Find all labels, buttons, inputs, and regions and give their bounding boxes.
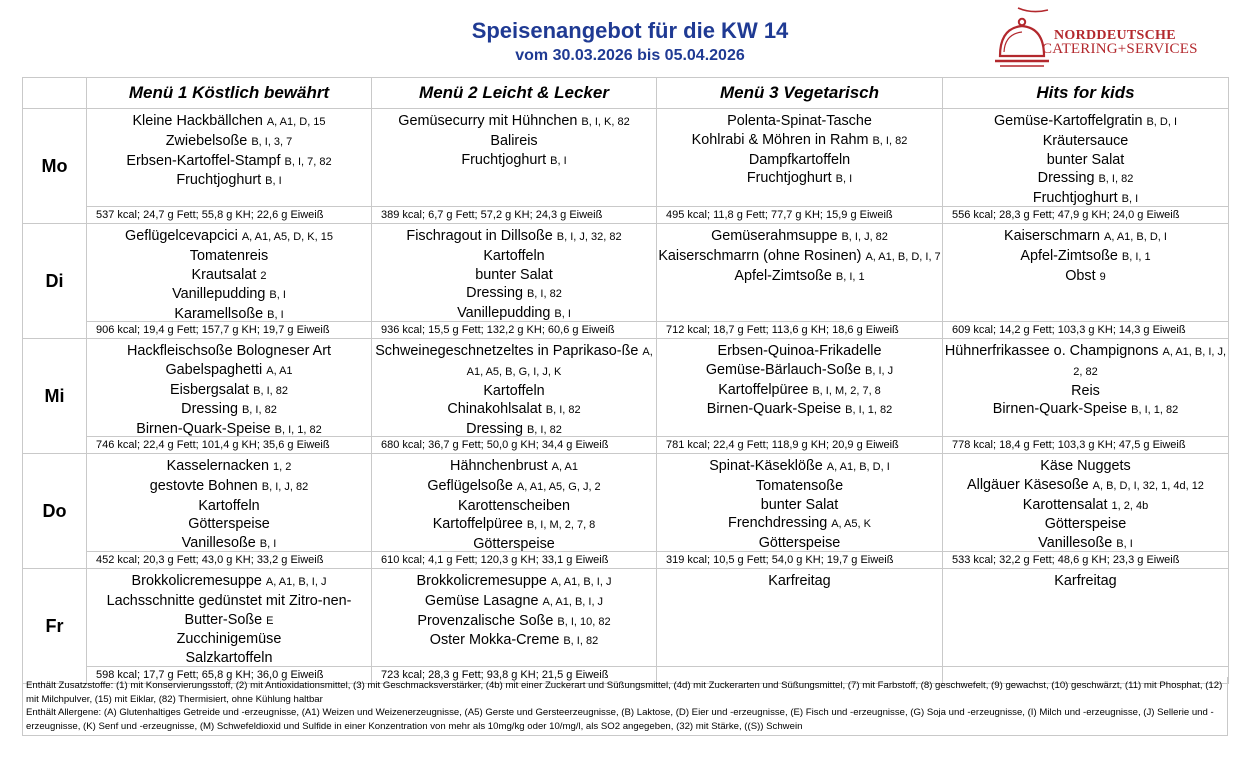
dish-item	[943, 476, 1228, 496]
menu-cell	[87, 339, 372, 454]
dish-item	[657, 247, 942, 267]
dish-item	[87, 285, 371, 305]
day-label: Di	[23, 224, 87, 339]
dish-list	[372, 454, 656, 554]
dish-name: bunter Salat	[475, 266, 553, 283]
nutrition-info: 495 kcal; 11,8 g Fett; 77,7 g KH; 15,9 g Eiweiß	[657, 206, 942, 223]
dish-name: Kartoffelpüree	[718, 381, 809, 398]
allergen-codes: B, I, 82	[526, 288, 562, 301]
allergen-codes: B, I, 82	[545, 404, 581, 417]
menu-cell	[372, 109, 657, 224]
dish-item	[87, 132, 371, 152]
nutrition-info: 723 kcal; 28,3 g Fett; 93,8 g KH; 21,5 g Eiweiß	[372, 666, 656, 683]
allergen-codes: 2	[260, 269, 267, 282]
dish-name: Fruchtjoghurt	[1032, 190, 1118, 207]
dish-item	[372, 572, 656, 592]
dish-item	[943, 342, 1228, 382]
additives-note: Enthält Zusatzstoffe: (1) mit Konservierungsstoff, (2) mit Antioxidationsmittel, (3) mit Geschmacksverstärker, (4b) mit einer Zuckerart und Süßungsmittel, (4d) mit Zuckerarten und Süßungsmittel, (7) mit Farbstoff, (8) geschwefelt, (9) gewachst, (10) geschwärzt, (11) mit Phosphat, (12) mit Milchpulver, (15) mit Eiklar, (82) Thermisiert, ohne Kühlung haltbar	[26, 680, 1223, 705]
allergen-codes: B, I, 82	[1098, 173, 1134, 186]
menu-cell	[372, 454, 657, 569]
dish-item	[372, 342, 656, 382]
dish-item	[87, 171, 371, 191]
nutrition-info: 781 kcal; 22,4 g Fett; 118,9 g KH; 20,9 g Eiweiß	[657, 436, 942, 453]
allergen-codes: B, I, 82	[526, 424, 562, 437]
nutrition-info: 452 kcal; 20,3 g Fett; 43,0 g KH; 33,2 g Eiweiß	[87, 551, 371, 568]
allergen-codes: B, I, J, 32, 82	[556, 231, 622, 243]
menu-cell	[87, 569, 372, 684]
allergen-codes: A, A1, A5, B, G, I, J, K	[466, 346, 653, 378]
dish-item	[657, 267, 942, 287]
dish-item	[657, 342, 942, 361]
dish-name: Kartoffeln	[483, 382, 545, 399]
dish-item	[372, 515, 656, 535]
dish-name: Tomatenreis	[189, 247, 269, 264]
dish-name: Gemüse-Bärlauch-Soße	[705, 361, 862, 378]
dish-item	[87, 515, 371, 534]
allergen-codes: B, I, 82	[872, 134, 908, 147]
allergen-codes: B, I	[267, 309, 284, 322]
dish-name: Zucchinigemüse	[176, 631, 282, 648]
allergen-codes: B, I, 10, 82	[557, 615, 611, 628]
dish-name: Erbsen-Kartoffel-Stampf	[126, 152, 281, 169]
dish-name: Dressing	[1037, 170, 1095, 187]
dish-item	[657, 112, 942, 131]
dish-item	[87, 381, 371, 401]
dish-name: Kräutersauce	[1042, 132, 1129, 149]
dish-name: Reis	[1071, 382, 1100, 399]
dish-name: bunter Salat	[760, 496, 839, 513]
dish-name: Polenta-Spinat-Tasche	[727, 113, 872, 129]
dish-list	[372, 339, 656, 440]
dish-item	[87, 572, 371, 592]
day-row	[23, 454, 1229, 569]
allergen-codes: A, A1, B, D, I	[1104, 231, 1167, 243]
dish-list	[372, 224, 656, 324]
day-row	[23, 224, 1229, 339]
allergen-codes: E	[266, 614, 274, 627]
allergen-codes: A, A1, D, 15	[266, 116, 326, 128]
dish-item	[943, 457, 1228, 476]
nutrition-info: 598 kcal; 17,7 g Fett; 65,8 g KH; 36,0 g Eiweiß	[87, 666, 371, 683]
dish-name: Kleine Hackbällchen	[132, 113, 263, 129]
dish-list	[943, 224, 1228, 286]
dish-list	[372, 109, 656, 170]
dish-list	[657, 339, 942, 420]
nutrition-info: 537 kcal; 24,7 g Fett; 55,8 g KH; 22,6 g Eiweiß	[87, 206, 371, 223]
dish-name: Dressing	[466, 285, 523, 302]
nutrition-info: 906 kcal; 19,4 g Fett; 157,7 g KH; 19,7 g Eiweiß	[87, 321, 371, 338]
nutrition-info: 680 kcal; 36,7 g Fett; 50,0 g KH; 34,4 g Eiweiß	[372, 436, 656, 453]
dish-name: Obst	[1065, 267, 1096, 284]
dish-item	[943, 112, 1228, 132]
nutrition-info: 389 kcal; 6,7 g Fett; 57,2 g KH; 24,3 g Eiweiß	[372, 206, 656, 223]
dish-name: Gabelspaghetti	[165, 361, 263, 378]
allergen-codes: B, I, 1	[835, 270, 865, 283]
menu-cell	[943, 109, 1229, 224]
dish-item	[372, 612, 656, 632]
day-row	[23, 109, 1229, 224]
column-header: Menü 1 Köstlich bewährt	[87, 78, 372, 109]
dish-name: Balireis	[490, 132, 538, 149]
allergen-codes: B, I, 1, 82	[274, 424, 322, 437]
dish-name: Dampfkartoffeln	[748, 151, 851, 168]
menu-cell	[87, 454, 372, 569]
dish-item	[87, 592, 371, 631]
allergen-codes: A, A1, B, D, I	[826, 461, 890, 473]
dish-name: Gemüse-Kartoffelgratin	[993, 113, 1143, 129]
allergen-codes: A, A1, B, D, I, 7	[865, 250, 941, 263]
dish-item	[372, 132, 656, 151]
dish-name: Götterspeise	[758, 535, 841, 552]
day-label: Do	[23, 454, 87, 569]
dish-list	[943, 339, 1228, 420]
allergen-codes: B, I, 82	[241, 404, 277, 417]
dish-name: Karamellsoße	[174, 306, 264, 323]
menu-cell	[372, 339, 657, 454]
dish-name: Kaiserschmarrn (ohne Rosinen)	[658, 247, 862, 264]
menu-cell	[943, 454, 1229, 569]
menu-cell	[657, 569, 943, 684]
dish-item	[372, 477, 656, 497]
dish-name: Vanillesoße	[1038, 535, 1113, 552]
dish-list	[87, 339, 371, 440]
dish-item	[657, 381, 942, 401]
allergen-codes: B, I	[554, 308, 571, 321]
dish-list	[943, 454, 1228, 554]
dish-item	[87, 477, 371, 497]
dish-item	[657, 361, 942, 381]
allergen-codes: 9	[1099, 270, 1106, 283]
dish-name: Brokkolicremesuppe	[416, 573, 547, 589]
day-label: Mi	[23, 339, 87, 454]
dish-list	[943, 569, 1228, 591]
dish-item	[657, 400, 942, 420]
dish-name: Salzkartoffeln	[185, 650, 273, 667]
allergen-codes: B, I	[550, 154, 567, 167]
dish-name: Schweinegeschnetzeltes in Paprikaso-ße	[375, 343, 639, 359]
allergen-codes: B, I	[1116, 538, 1133, 551]
nutrition-info: 533 kcal; 32,2 g Fett; 48,6 g KH; 23,3 g Eiweiß	[943, 551, 1228, 568]
dish-name: Gemüserahmsuppe	[711, 228, 838, 244]
dish-name: Lachsschnitte gedünstet mit Zitro-nen-Butter-Soße	[106, 592, 352, 628]
allergen-codes: A, A1	[266, 364, 293, 377]
allergen-codes: A, A5, K	[831, 518, 871, 531]
dish-list	[657, 224, 942, 286]
dish-name: Oster Mokka-Creme	[429, 632, 560, 649]
dish-name: Kartoffeln	[483, 247, 545, 264]
page-subtitle: vom 30.03.2026 bis 05.04.2026	[515, 47, 745, 64]
day-row	[23, 569, 1229, 684]
dish-item	[657, 496, 942, 515]
dish-name: Kasselernacken	[166, 458, 270, 474]
dish-name: Chinakohlsalat	[447, 401, 542, 418]
allergen-codes: B, I, M, 2, 7, 8	[526, 519, 596, 532]
dish-item	[372, 266, 656, 285]
allergen-codes: A, A1, B, I, J	[542, 595, 604, 608]
dish-item	[372, 400, 656, 420]
dish-item	[87, 152, 371, 172]
allergen-codes: B, I, J, 82	[261, 480, 309, 493]
allergen-codes: A, A1, B, I, J	[265, 576, 327, 588]
allergen-codes: B, I, 7, 82	[284, 155, 332, 168]
dish-name: Hähnchenbrust	[450, 458, 548, 474]
dish-name: Provenzalische Soße	[417, 612, 554, 629]
column-header: Menü 3 Vegetarisch	[657, 78, 943, 109]
dish-list	[372, 569, 656, 651]
dish-item	[943, 227, 1228, 247]
dish-item	[372, 497, 656, 516]
dish-item	[372, 382, 656, 401]
dish-name: Allgäuer Käsesoße	[967, 476, 1089, 493]
dish-item	[943, 132, 1228, 151]
allergen-codes: B, I	[835, 173, 853, 186]
dish-item	[657, 572, 942, 591]
dish-item	[372, 112, 656, 132]
allergen-codes: B, I, J	[865, 364, 894, 377]
dish-name: Birnen-Quark-Speise	[136, 421, 271, 438]
menu-cell	[943, 224, 1229, 339]
allergen-codes: B, I	[269, 289, 286, 302]
allergen-codes: B, I, 1, 82	[845, 404, 893, 417]
dish-name: Hühnerfrikassee o. Champignons	[944, 343, 1159, 359]
menu-cell	[372, 224, 657, 339]
dish-name: Kohlrabi & Möhren in Rahm	[691, 131, 869, 148]
menu-cell	[657, 454, 943, 569]
dish-list	[87, 454, 371, 554]
allergens-note: Enthält Allergene: (A) Glutenhaltiges Getreide und -erzeugnisse, (A1) Weizen und Weizenerzeugnisse, (A5) Gerste und Gersteerzeugnisse, (B) Laktose, (D) Eier und -erzeugnisse, (E) Fisch und -erzeugnisse, (G) Soja und -erzeugnisse, (I) Milch und -erzeugnisse, (J) Sellerie und -erzeugnisse, (K) Senf und -erzeugnisse, (M) Schwefeldioxid und Sulfide in einer Konzentration von mehr als 10mg/kg oder 10/mg/l, als SO2 angegeben, (32) mit Stärke, ((S)) Schwein	[26, 707, 1214, 732]
dish-list	[657, 569, 942, 591]
nutrition-info: 609 kcal; 14,2 g Fett; 103,3 g KH; 14,3 g Eiweiß	[943, 321, 1228, 338]
dish-list	[87, 109, 371, 191]
page-title: Speisenangebot für die KW 14	[471, 18, 789, 43]
day-label: Fr	[23, 569, 87, 684]
dish-name: Brokkolicremesuppe	[131, 573, 262, 589]
dish-item	[943, 169, 1228, 189]
dish-item	[372, 227, 656, 247]
dish-item	[87, 361, 371, 381]
dish-item	[87, 497, 371, 516]
dish-name: Frenchdressing	[728, 515, 828, 532]
nutrition-info: 610 kcal; 4,1 g Fett; 120,3 g KH; 33,1 g Eiweiß	[372, 551, 656, 568]
allergen-codes: B, I, 82	[563, 635, 599, 648]
allergen-codes: 1, 2, 4b	[1111, 499, 1149, 512]
allergen-codes: A, A1, A5, G, J, 2	[516, 480, 601, 493]
allergen-codes: B, I	[1121, 193, 1139, 206]
dish-item	[87, 247, 371, 266]
dish-name: Geflügelcevapcici	[125, 228, 238, 244]
dish-list	[657, 109, 942, 189]
dish-item	[657, 457, 942, 477]
dish-name: Götterspeise	[188, 516, 270, 533]
allergen-codes: B, I, 82	[253, 384, 289, 397]
dish-name: Käse Nuggets	[1040, 458, 1131, 474]
dish-item	[657, 227, 942, 247]
dish-name: Vanillesoße	[181, 535, 256, 552]
allergen-codes: B, I, 1, 82	[1131, 404, 1179, 417]
allergen-codes: B, I, M, 2, 7, 8	[812, 384, 881, 397]
dish-name: Karfreitag	[1054, 573, 1117, 589]
dish-name: Krautsalat	[191, 266, 257, 283]
dish-list	[943, 109, 1228, 209]
dish-name: Fruchtjoghurt	[176, 172, 262, 189]
dish-name: Birnen-Quark-Speise	[992, 401, 1128, 418]
day-label: Mo	[23, 109, 87, 224]
menu-cell	[87, 224, 372, 339]
dish-name: Birnen-Quark-Speise	[706, 401, 842, 418]
dish-item	[372, 284, 656, 304]
footnotes	[22, 677, 1228, 736]
dish-name: Vanillepudding	[172, 286, 266, 303]
dish-name: Kaiserschmarn	[1004, 228, 1100, 244]
nutrition-info: 936 kcal; 15,5 g Fett; 132,2 g KH; 60,6 g Eiweiß	[372, 321, 656, 338]
allergen-codes: A, A1, B, I, J	[550, 576, 612, 588]
menu-cell	[943, 339, 1229, 454]
dish-list	[87, 224, 371, 325]
dish-name: Gemüsecurry mit Hühnchen	[398, 113, 578, 129]
dish-item	[943, 382, 1228, 401]
dish-item	[87, 400, 371, 420]
dish-name: Karottenscheiben	[457, 497, 570, 514]
dish-item	[657, 477, 942, 496]
dish-name: Tomatensoße	[755, 477, 844, 494]
logo-text-bottom: CATERING+SERVICES	[1042, 41, 1198, 57]
dish-item	[657, 151, 942, 170]
dish-item	[943, 572, 1228, 591]
menu-cell	[657, 339, 943, 454]
menu-cell	[372, 569, 657, 684]
dish-item	[87, 630, 371, 649]
company-logo	[992, 6, 1207, 78]
dish-name: Hackfleischsoße Bologneser Art	[127, 343, 331, 359]
dish-item	[943, 247, 1228, 267]
nutrition-info: 746 kcal; 22,4 g Fett; 101,4 g KH; 35,6 g Eiweiß	[87, 436, 371, 453]
allergen-codes: A, B, D, I, 32, 1, 4d, 12	[1092, 479, 1204, 492]
dish-name: Götterspeise	[1044, 516, 1127, 533]
dish-item	[943, 400, 1228, 420]
allergen-codes: B, I, K, 82	[581, 116, 630, 128]
dish-item	[943, 151, 1228, 170]
dish-list	[657, 454, 942, 553]
day-row	[23, 339, 1229, 454]
dish-name: Fruchtjoghurt	[746, 170, 832, 187]
nutrition-info: 778 kcal; 18,4 g Fett; 103,3 g KH; 47,5 g Eiweiß	[943, 436, 1228, 453]
dish-item	[943, 496, 1228, 516]
dish-item	[372, 151, 656, 171]
dish-item	[372, 631, 656, 651]
dish-item	[657, 131, 942, 151]
dish-item	[943, 267, 1228, 287]
dish-name: Gemüse Lasagne	[424, 592, 539, 609]
dish-item	[87, 112, 371, 132]
allergen-codes: B, I	[259, 538, 277, 551]
nutrition-info: 556 kcal; 28,3 g Fett; 47,9 g KH; 24,0 g Eiweiß	[943, 206, 1228, 223]
allergen-codes: B, I, 3, 7	[251, 135, 293, 148]
menu-cell	[657, 109, 943, 224]
dish-name: Apfel-Zimtsoße	[1020, 247, 1118, 264]
allergen-codes: B, D, I	[1146, 116, 1178, 128]
dish-name: bunter Salat	[1046, 151, 1125, 168]
dish-item	[372, 247, 656, 266]
dish-name: Karottensalat	[1022, 496, 1108, 513]
dish-name: Kartoffeln	[198, 497, 260, 514]
dish-name: Apfel-Zimtsoße	[734, 267, 832, 284]
dish-item	[943, 515, 1228, 534]
dish-name: Zwiebelsoße	[165, 132, 248, 149]
dish-name: Erbsen-Quinoa-Frikadelle	[717, 343, 882, 359]
menu-table	[22, 77, 1229, 684]
dish-item	[657, 514, 942, 534]
nutrition-info: 712 kcal; 18,7 g Fett; 113,6 g KH; 18,6 g Eiweiß	[657, 321, 942, 338]
nutrition-info: 319 kcal; 10,5 g Fett; 54,0 g KH; 19,7 g Eiweiß	[657, 551, 942, 568]
allergen-codes: B, I, 1	[1121, 250, 1151, 263]
allergen-codes: B, I	[265, 175, 282, 188]
dish-name: Götterspeise	[473, 536, 555, 553]
dish-item	[87, 457, 371, 477]
dish-name: Kartoffelpüree	[432, 516, 523, 533]
dish-name: Eisbergsalat	[169, 381, 250, 398]
dish-name: Spinat-Käseklöße	[709, 458, 823, 474]
dish-name: gestovte Bohnen	[149, 477, 258, 494]
dish-name: Karfreitag	[768, 573, 831, 589]
dish-name: Fruchtjoghurt	[461, 151, 547, 168]
dish-name: Dressing	[466, 421, 523, 438]
dish-item	[87, 266, 371, 286]
column-header: Hits for kids	[943, 78, 1229, 109]
allergen-codes: B, I, J, 82	[841, 231, 888, 243]
allergen-codes: A, A1	[551, 461, 578, 473]
logo-text-top: NORDDEUTSCHE	[1054, 28, 1176, 43]
column-header: Menü 2 Leicht & Lecker	[372, 78, 657, 109]
dish-name: Dressing	[181, 401, 238, 418]
allergen-codes: A, A1, B, I, J, 2, 82	[1073, 346, 1227, 378]
header-row	[23, 78, 1229, 109]
allergen-codes: 1, 2	[273, 461, 292, 473]
menu-cell	[943, 569, 1229, 684]
dish-item	[372, 457, 656, 477]
dish-name: Geflügelsoße	[427, 477, 513, 494]
corner-cell	[23, 78, 87, 109]
dish-name: Fischragout in Dillsoße	[406, 228, 553, 244]
menu-cell	[657, 224, 943, 339]
dish-item	[87, 342, 371, 361]
dish-name: Vanillepudding	[457, 305, 551, 322]
allergen-codes: A, A1, A5, D, K, 15	[241, 231, 333, 243]
dish-item	[657, 169, 942, 189]
dish-item	[372, 592, 656, 612]
dish-item	[87, 227, 371, 247]
menu-cell	[87, 109, 372, 224]
dish-list	[87, 569, 371, 668]
